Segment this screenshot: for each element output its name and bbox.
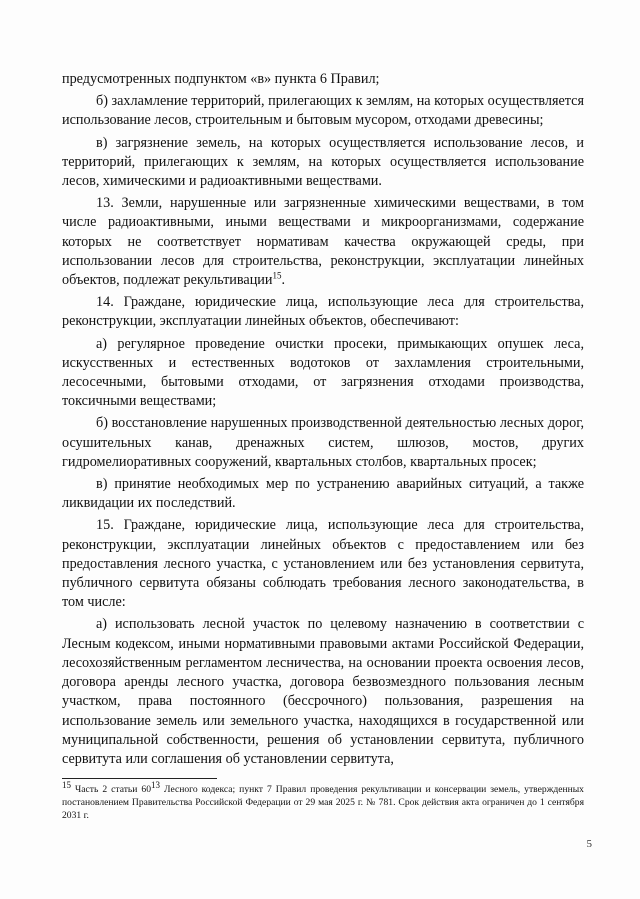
paragraph-12b: б) захламление территорий, прилегающих к землям, на которых осуществляется использование лесов, строительным и бытовым мусором, отходами древесины; bbox=[62, 93, 584, 129]
footnote bbox=[62, 779, 584, 822]
footnote-article-sup: 13 bbox=[151, 779, 160, 790]
paragraph-14b: б) восстановление нарушенных производственной деятельностью лесных дорог, осушительных канав, дренажных систем, шлюзов, мостов, других гидромелиоративных сооружений, квартальных столбов, квартальных просек; bbox=[62, 415, 584, 470]
paragraph-13-tail: . bbox=[281, 272, 286, 289]
footnote-divider bbox=[62, 778, 217, 779]
footnote-marker: 15 bbox=[62, 779, 71, 790]
paragraph-13 bbox=[62, 194, 584, 290]
footnote-reference[interactable]: 15 bbox=[272, 270, 282, 281]
paragraph-14a: а) регулярное проведение очистки просеки, примыкающих опушек леса, искусственных и естественных водотоков от захламления строительными, лесосечными, бытовыми отходами, от загрязнения отходами производства, токсичными веществами; bbox=[62, 335, 584, 410]
document-body bbox=[62, 70, 584, 772]
paragraph-14: 14. Граждане, юридические лица, использующие леса для строительства, реконструкции, эксплуатации линейных объектов, обеспечивают: bbox=[62, 294, 584, 330]
paragraph-14v: в) принятие необходимых мер по устранению аварийных ситуаций, а также ликвидации их последствий. bbox=[62, 476, 584, 512]
footnote-text-b: Лесного кодекса; пункт 7 Правил проведения рекультивации и консервации земель, утвержденных постановлением Правительства Российской Федерации от 29 мая 2025 г. № 781. Срок действия акта ограничен до 1 сентября 2031 г. bbox=[62, 784, 584, 821]
paragraph-15a: а) использовать лесной участок по целевому назначению в соответствии с Лесным кодексом, иными нормативными правовыми актами Российской Федерации, лесохозяйственным регламентом лесничества, на основании проекта освоения лесов, договора аренды лесного участка, договора безвозмездного пользования лесным участком, права постоянного (бессрочного) пользования, разрешения на использование земель или земельного участка, находящихся в государственной или муниципальной собственности, решения об установлении сервитута, публичного сервитута или соглашения об установлении сервитута, bbox=[62, 616, 584, 767]
paragraph-12v: в) загрязнение земель, на которых осуществляется использование лесов, и территорий, прилегающих к землям, на которых осуществляется использование лесов, химическими и радиоактивными веществами. bbox=[62, 134, 584, 190]
footnote-text-a: Часть 2 статьи 60 bbox=[71, 784, 151, 795]
paragraph-15: 15. Граждане, юридические лица, использующие леса для строительства, реконструкции, эксплуатации линейных объектов с предоставлением или без предоставления лесного участка, с установлением или без установления сервитута, публичного сервитута обязаны соблюдать требования лесного законодательства, в том числе: bbox=[62, 517, 584, 611]
paragraph-13-text: 13. Земли, нарушенные или загрязненные химическими веществами, в том числе радиоактивными, иными веществами и микроорганизмами, содержание которых не соответствует нормативам качества окружающей среды, при использовании лесов для строительства, реконструкции, эксплуатации линейных объектов, подлежат рекультивации bbox=[62, 195, 584, 289]
paragraph-continuation: предусмотренных подпунктом «в» пункта 6 Правил; bbox=[62, 71, 380, 87]
page-number: 5 bbox=[586, 838, 592, 850]
